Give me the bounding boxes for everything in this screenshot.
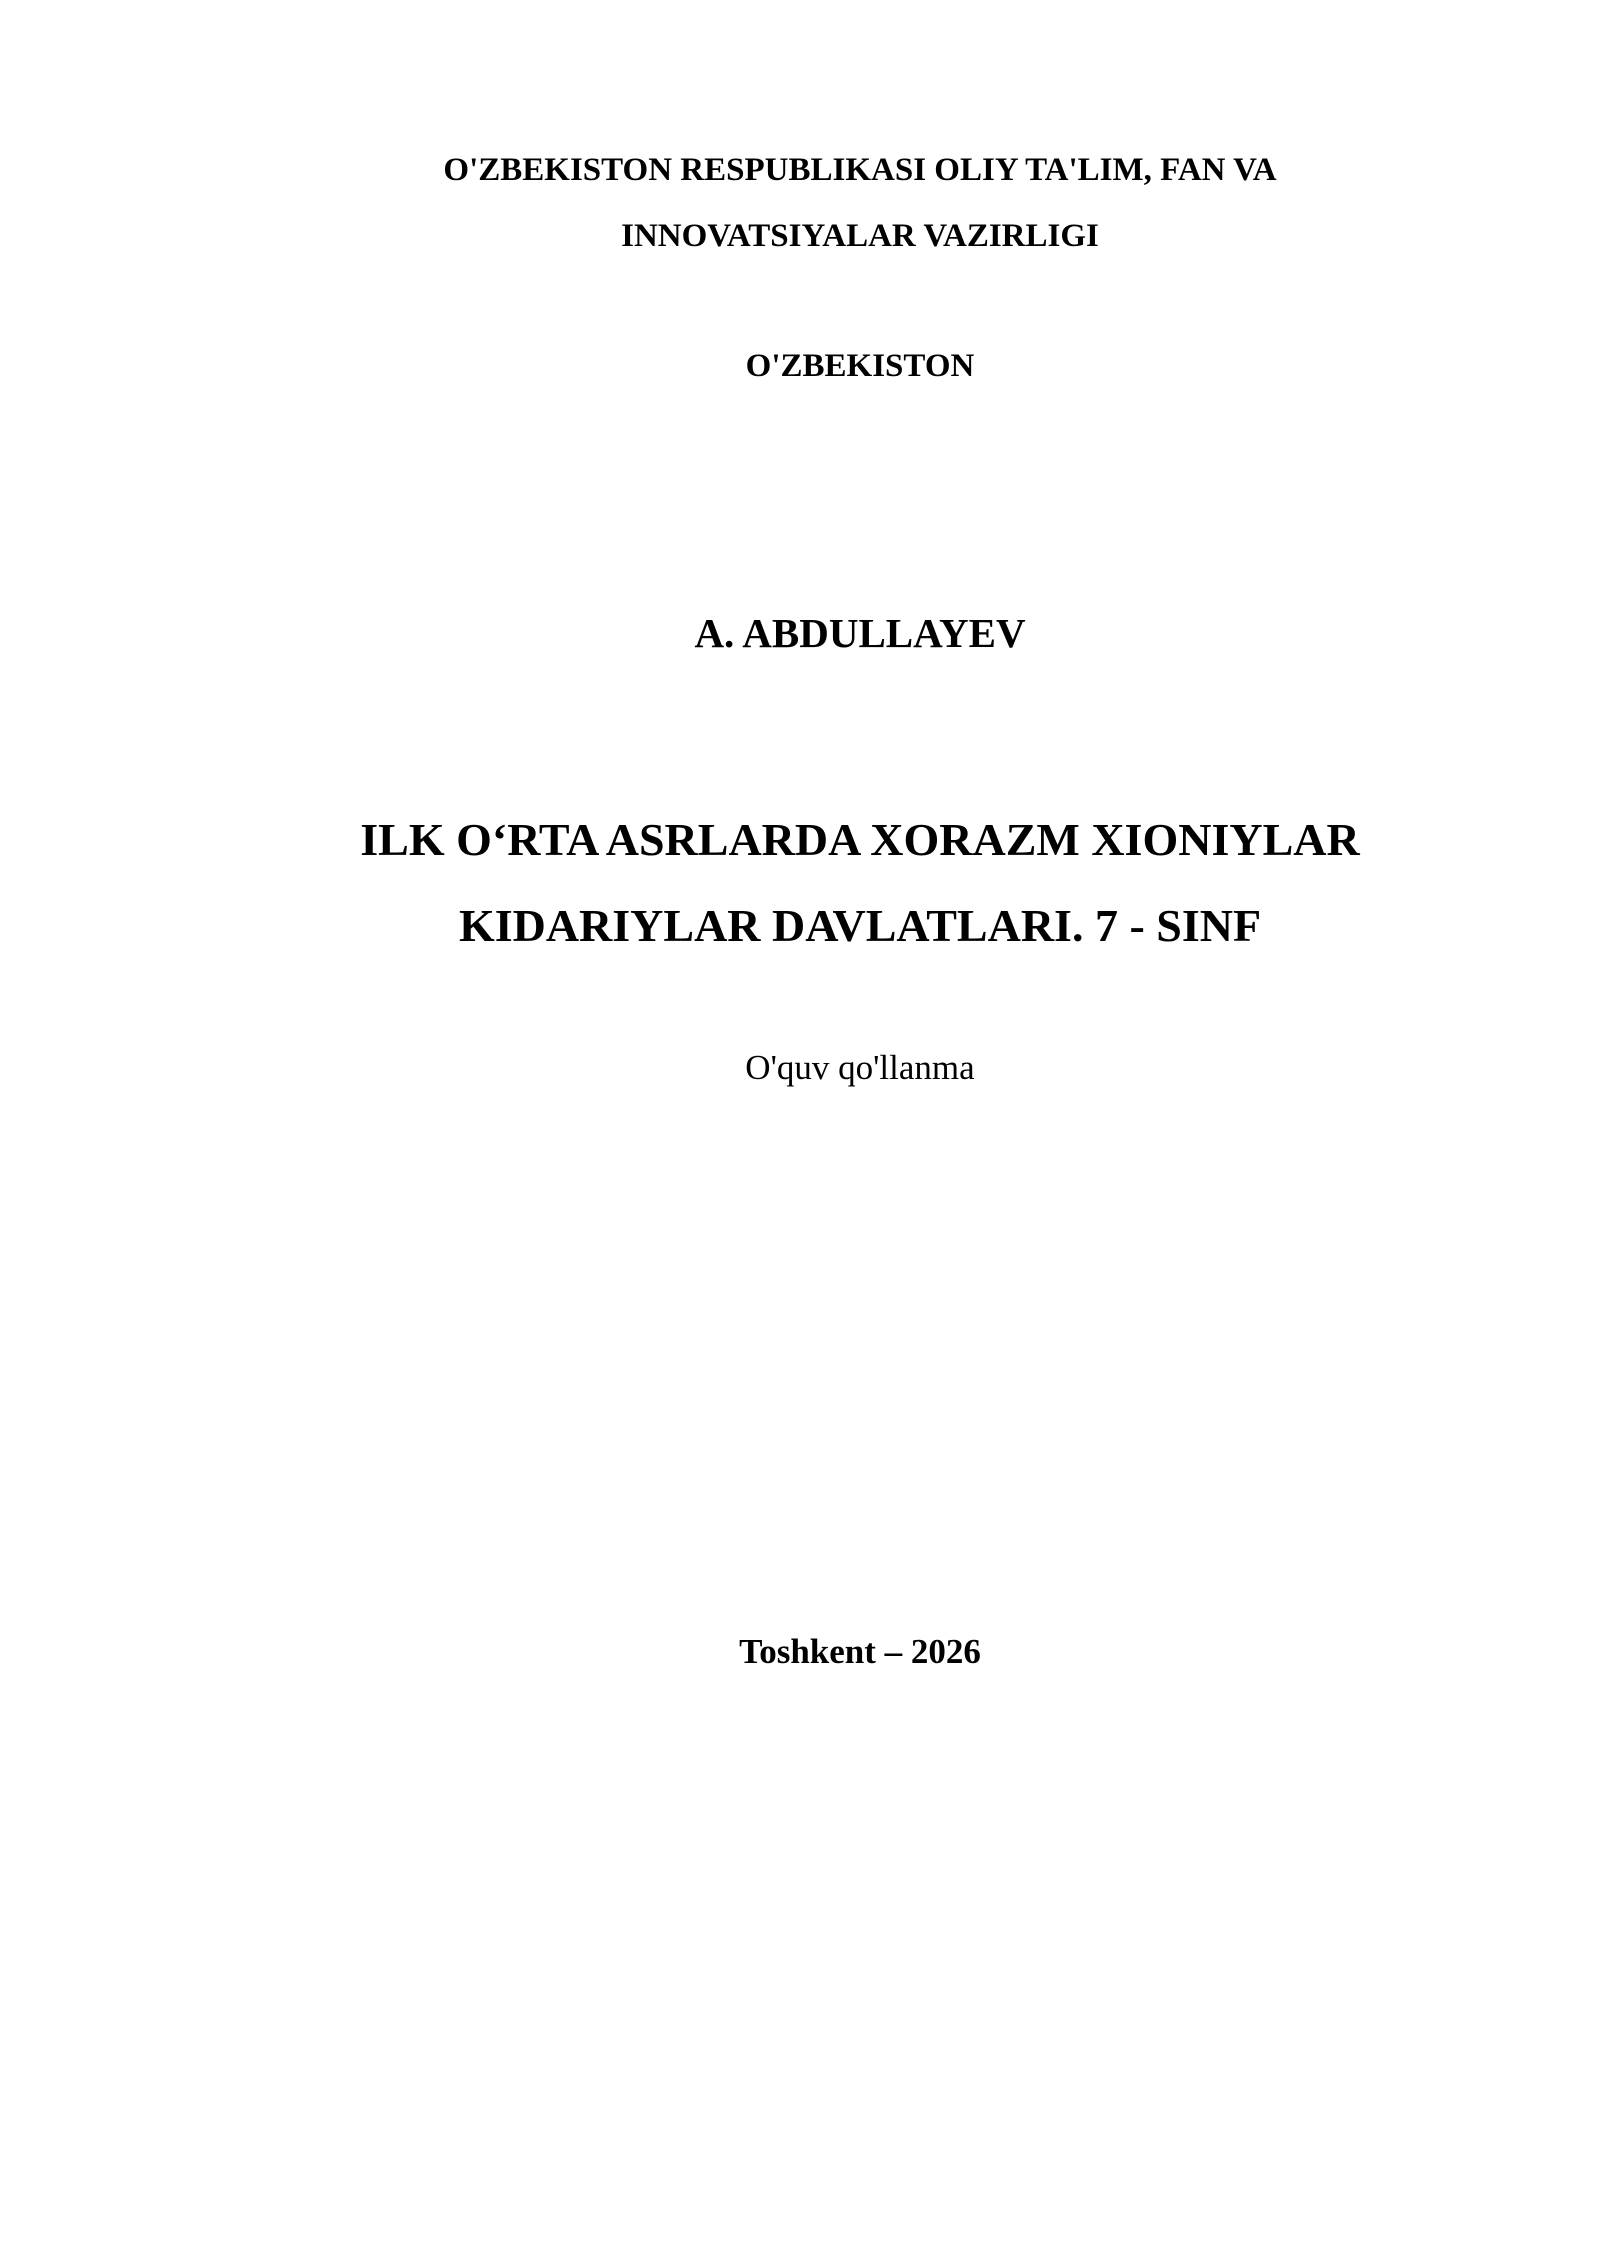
ministry-name-line-1: O'ZBEKISTON RESPUBLIKASI OLIY TA'LIM, FAN VA — [443, 152, 1277, 188]
country-name: O'ZBEKISTON — [745, 348, 975, 384]
author-name: A. ABDULLAYEV — [694, 610, 1026, 656]
document-title-line-2: KIDARIYLAR DAVLATLARI. 7 - SINF — [458, 900, 1262, 951]
ministry-name-line-2: INNOVATSIYALAR VAZIRLIGI — [621, 218, 1099, 254]
document-type: O'quv qo'llanma — [745, 1048, 975, 1087]
document-title-line-1: ILK O‘RTA ASRLARDA XORAZM XIONIYLAR — [360, 814, 1360, 865]
publication-place-year: Toshkent – 2026 — [739, 1632, 981, 1671]
